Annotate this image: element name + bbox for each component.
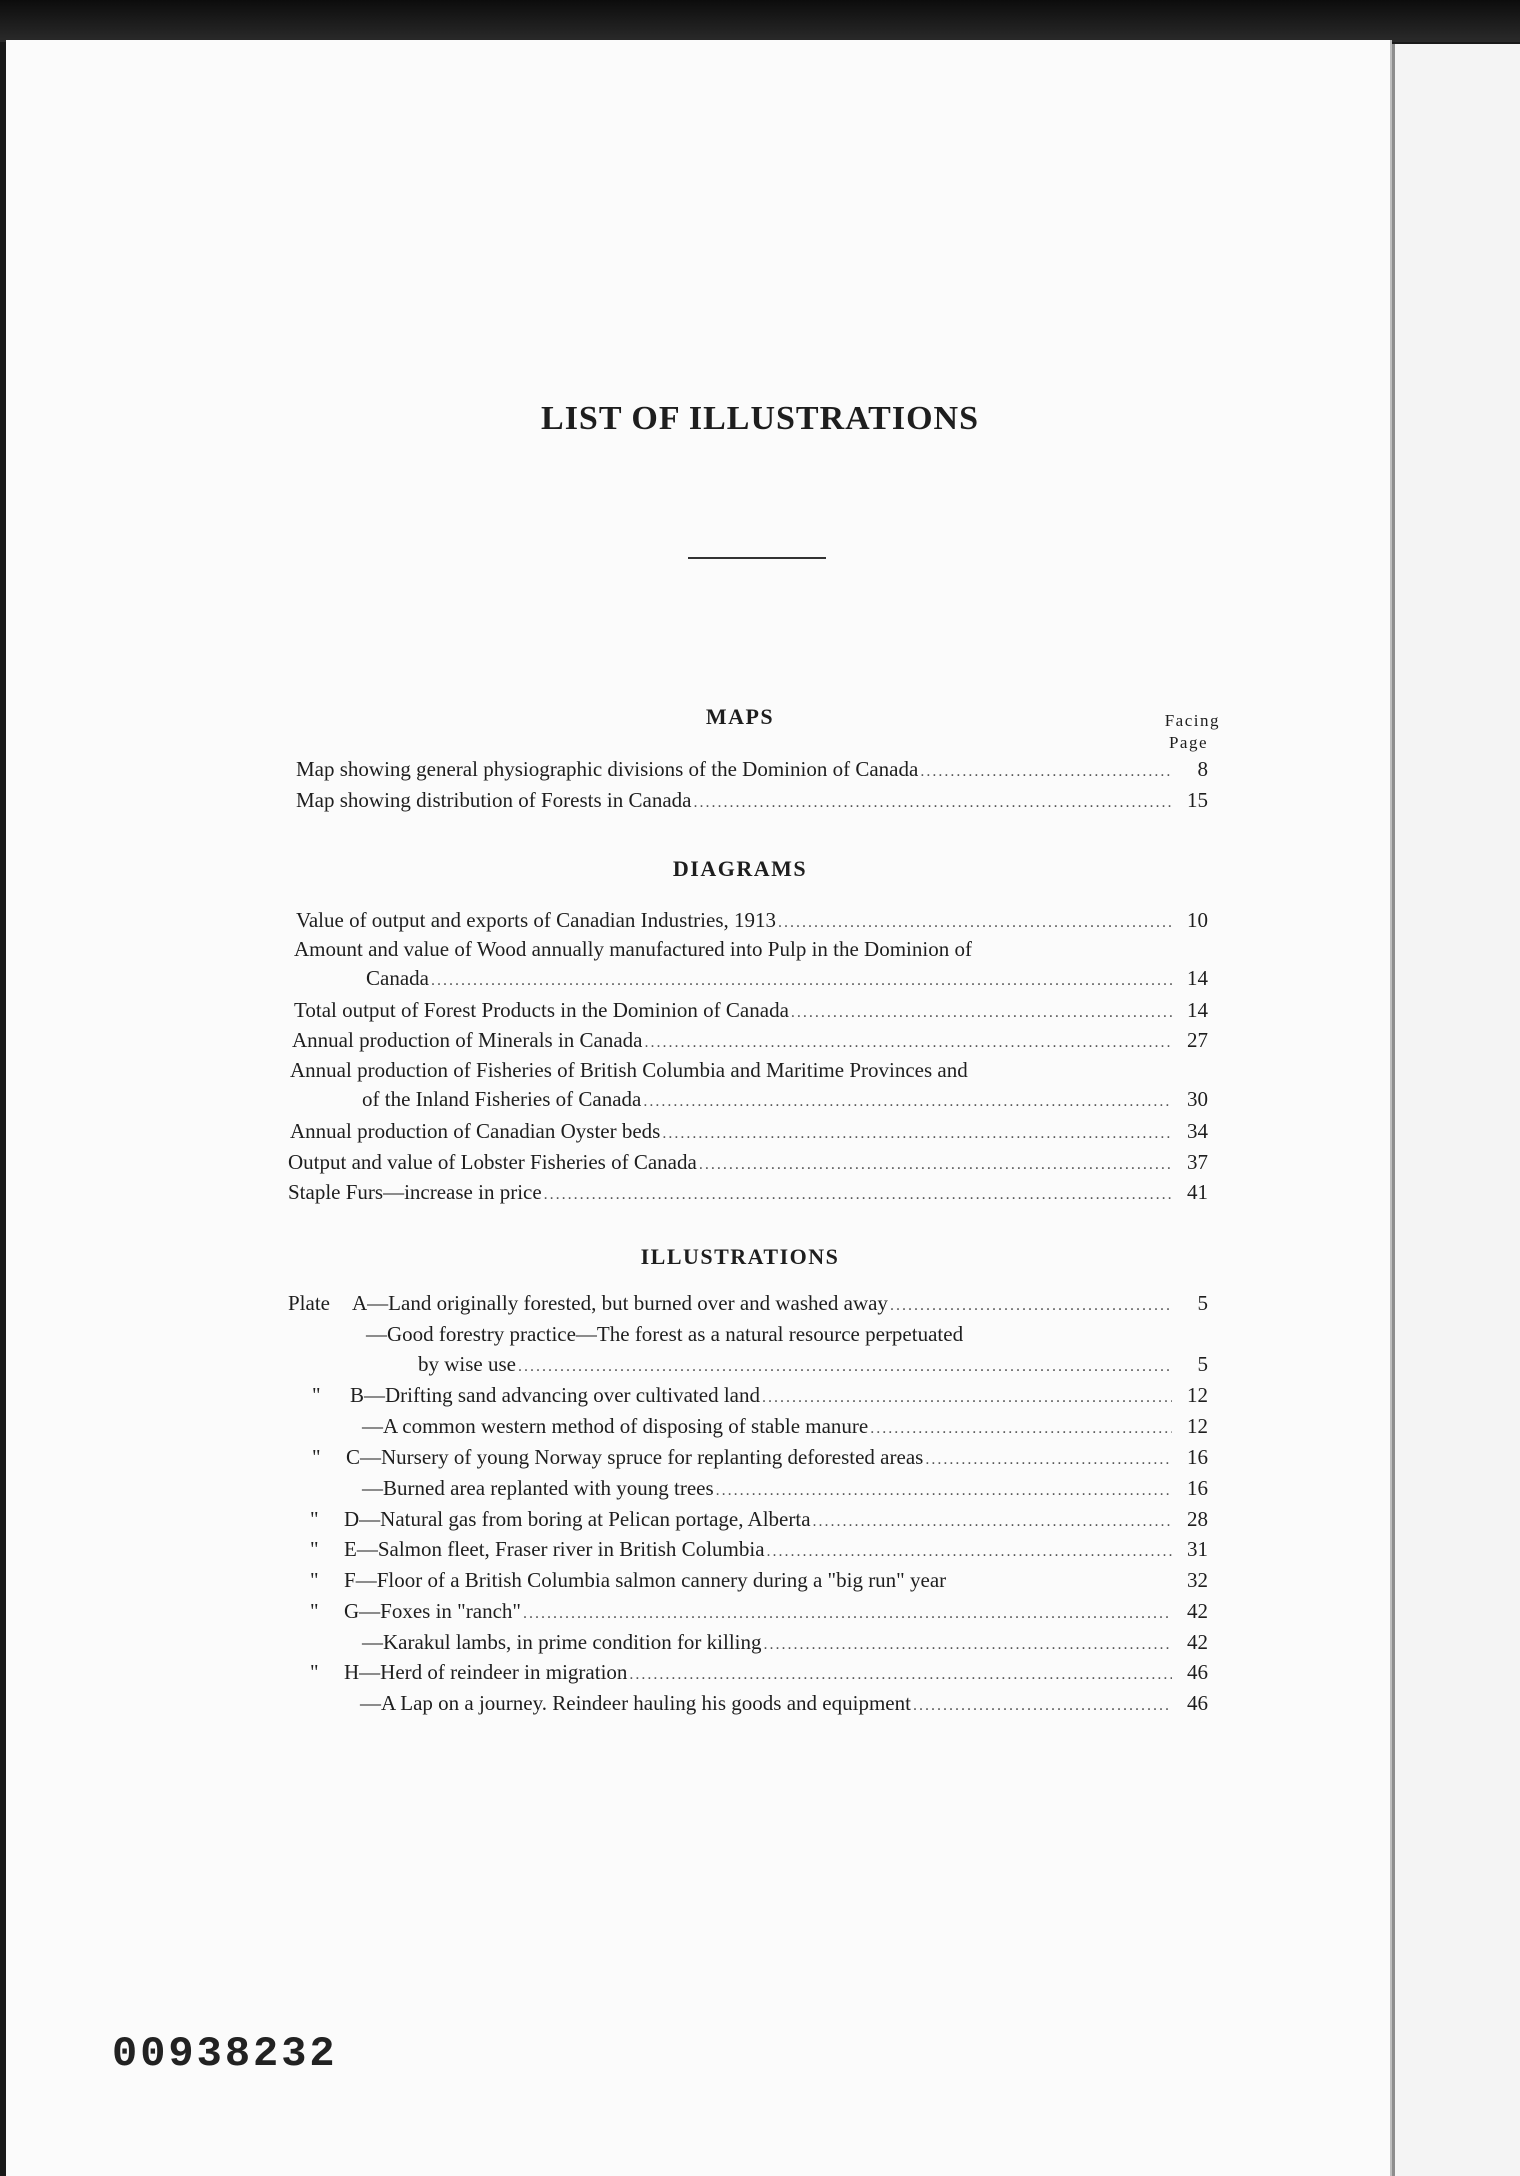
dot-leader <box>762 1383 1172 1412</box>
facing-page-label <box>1120 710 1220 754</box>
entry-text: —Karakul lambs, in prime condition for killing <box>362 1630 762 1654</box>
entry-page: 12 <box>1187 1414 1208 1438</box>
map-entry <box>296 786 1208 815</box>
entry-page: 34 <box>1187 1119 1208 1143</box>
diagram-entry <box>288 1148 1208 1177</box>
dot-leader <box>778 908 1172 937</box>
ditto-mark: " <box>310 1537 319 1561</box>
entry-page: 15 <box>1187 788 1208 812</box>
entry-page: 37 <box>1187 1150 1208 1174</box>
entry-text: —A common western method of disposing of stable manure <box>362 1414 869 1438</box>
diagram-entry <box>288 1178 1208 1207</box>
illustration-entry <box>344 1566 1208 1595</box>
entry-text: —Herd of reindeer in migration <box>359 1660 628 1684</box>
entry-text: —Nursery of young Norway spruce for replanting deforested areas <box>360 1445 924 1469</box>
plate-label: Plate <box>288 1291 330 1315</box>
entry-page: 16 <box>1187 1445 1208 1469</box>
entry-page: 46 <box>1187 1660 1208 1684</box>
entry-text: —Drifting sand advancing over cultivated land <box>364 1383 760 1407</box>
dot-leader <box>662 1119 1172 1148</box>
entry-text: Canada <box>366 966 429 990</box>
diagram-entry-continuation <box>362 1085 1208 1114</box>
scan-top-border <box>0 0 1520 42</box>
facing-label-line2: Page <box>1168 733 1208 752</box>
plate-letter: A <box>352 1291 368 1315</box>
dot-leader <box>716 1476 1172 1505</box>
dot-leader <box>523 1599 1172 1628</box>
entry-page: 32 <box>1187 1568 1208 1592</box>
entry-text: Map showing distribution of Forests in Canada <box>296 788 692 812</box>
maps-heading: MAPS <box>705 704 775 729</box>
dot-leader <box>629 1660 1172 1689</box>
entry-page: 31 <box>1187 1537 1208 1561</box>
dot-leader <box>925 1445 1172 1474</box>
illustrations-heading: ILLUSTRATIONS <box>640 1244 840 1269</box>
entry-page: 28 <box>1187 1507 1208 1531</box>
dot-leader <box>699 1150 1172 1179</box>
dot-leader <box>645 1028 1173 1057</box>
dot-leader <box>813 1507 1172 1536</box>
dot-leader <box>764 1630 1172 1659</box>
illustration-entry <box>344 1535 1208 1564</box>
illustration-entry <box>346 1443 1208 1472</box>
diagram-entry <box>290 1117 1208 1146</box>
dot-leader <box>890 1291 1172 1320</box>
illustration-entry <box>352 1289 1208 1318</box>
plate-letter: B <box>350 1383 365 1407</box>
plate-letter: C <box>346 1445 361 1469</box>
illustration-entry <box>344 1658 1208 1687</box>
plate-letter: G <box>344 1599 360 1623</box>
entry-text: Amount and value of Wood annually manufactured into Pulp in the Dominion of <box>294 937 972 961</box>
entry-text: Annual production of Minerals in Canada <box>292 1028 643 1052</box>
ditto-mark: " <box>310 1507 319 1531</box>
dot-leader <box>870 1414 1172 1443</box>
dot-leader <box>693 788 1172 817</box>
entry-text: —A Lap on a journey. Reindeer hauling his goods and equipment <box>360 1691 911 1715</box>
plate-letter: H <box>344 1660 360 1684</box>
diagram-entry <box>292 1026 1208 1055</box>
entry-page: 5 <box>1197 1352 1208 1376</box>
entry-text: Annual production of Canadian Oyster beds <box>290 1119 661 1143</box>
entry-text: —Land originally forested, but burned over and washed away <box>367 1291 888 1315</box>
entry-page: 14 <box>1187 966 1208 990</box>
entry-page: 16 <box>1187 1476 1208 1500</box>
entry-text: Value of output and exports of Canadian Industries, 1913 <box>296 908 776 932</box>
entry-text: Map showing general physiographic divisions of the Dominion of Canada <box>296 757 919 781</box>
dot-leader <box>767 1537 1172 1566</box>
dot-leader <box>791 998 1172 1027</box>
ditto-mark: " <box>310 1568 319 1592</box>
entry-text: by wise use <box>418 1352 516 1376</box>
dot-leader <box>920 757 1172 786</box>
entry-text: —Natural gas from boring at Pelican portage, Alberta <box>359 1507 811 1531</box>
entry-page: 42 <box>1187 1599 1208 1623</box>
adjacent-page-edge <box>1392 44 1520 2176</box>
ditto-mark: " <box>312 1445 321 1469</box>
title-divider <box>688 557 826 559</box>
plate-letter: E <box>344 1537 357 1561</box>
diagrams-heading: DIAGRAMS <box>672 856 808 881</box>
archive-stamp-number: 00938232 <box>112 2030 338 2078</box>
illustration-entry <box>360 1689 1208 1718</box>
diagram-entry <box>290 1056 1208 1085</box>
illustration-entry <box>350 1381 1208 1410</box>
facing-label-line1: Facing <box>1164 711 1220 730</box>
dot-leader <box>518 1352 1172 1381</box>
illustration-entry <box>362 1628 1208 1657</box>
dot-leader <box>643 1087 1172 1116</box>
entry-text: —Burned area replanted with young trees <box>362 1476 714 1500</box>
ditto-mark: " <box>312 1383 321 1407</box>
entry-page: 41 <box>1187 1180 1208 1204</box>
entry-text: —Salmon fleet, Fraser river in British Columbia <box>356 1537 765 1561</box>
illustration-entry <box>344 1505 1208 1534</box>
plate-letter: F <box>344 1568 356 1592</box>
dot-leader <box>431 966 1172 995</box>
illustration-entry-continuation <box>418 1350 1208 1379</box>
entry-text: —Foxes in "ranch" <box>359 1599 521 1623</box>
illustration-entry <box>362 1474 1208 1503</box>
dot-leader <box>544 1180 1172 1209</box>
diagram-entry <box>294 996 1208 1025</box>
diagram-entry <box>294 935 1208 964</box>
entry-page: 10 <box>1187 908 1208 932</box>
entry-page: 8 <box>1197 757 1208 781</box>
ditto-mark: " <box>310 1660 319 1684</box>
diagram-entry-continuation <box>366 964 1208 993</box>
entry-text: Annual production of Fisheries of British Columbia and Maritime Provinces and <box>290 1058 968 1082</box>
entry-text: Staple Furs—increase in price <box>288 1180 542 1204</box>
entry-page: 5 <box>1197 1291 1208 1315</box>
plate-letter: D <box>344 1507 360 1531</box>
entry-page: 30 <box>1187 1087 1208 1111</box>
entry-page: 27 <box>1187 1028 1208 1052</box>
entry-page: 42 <box>1187 1630 1208 1654</box>
illustration-entry <box>362 1412 1208 1441</box>
entry-page: 46 <box>1187 1691 1208 1715</box>
diagram-entry <box>296 906 1208 935</box>
entry-text: —Floor of a British Columbia salmon cannery during a "big run" year <box>355 1568 947 1592</box>
page-title: LIST OF ILLUSTRATIONS <box>541 400 979 437</box>
illustration-entry <box>344 1597 1208 1626</box>
entry-text: Output and value of Lobster Fisheries of Canada <box>288 1150 697 1174</box>
entry-text: of the Inland Fisheries of Canada <box>362 1087 642 1111</box>
map-entry <box>296 755 1208 784</box>
illustration-entry <box>366 1320 1208 1349</box>
entry-text: Total output of Forest Products in the Dominion of Canada <box>294 998 789 1022</box>
entry-page: 12 <box>1187 1383 1208 1407</box>
dot-leader <box>913 1691 1172 1720</box>
entry-page: 14 <box>1187 998 1208 1022</box>
entry-text: —Good forestry practice—The forest as a natural resource perpetuated <box>366 1322 964 1346</box>
ditto-mark: " <box>310 1599 319 1623</box>
